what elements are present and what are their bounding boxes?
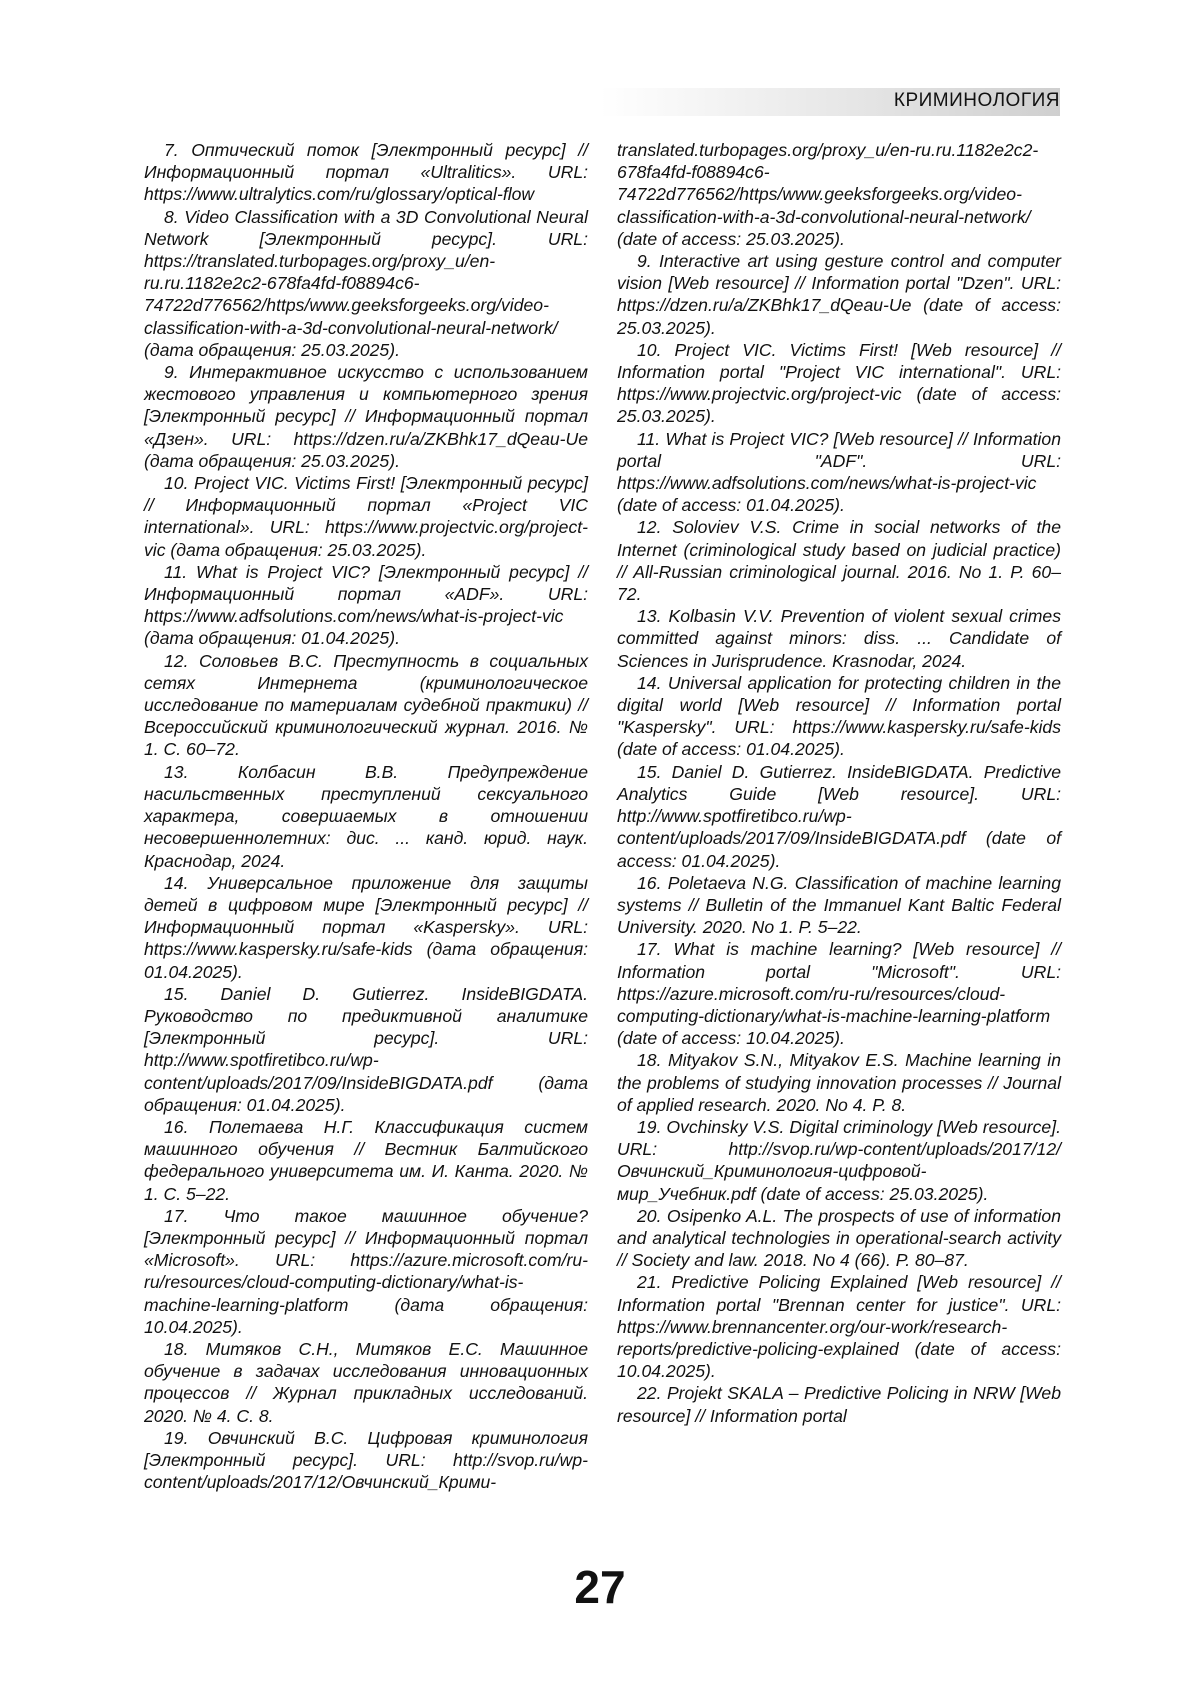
reference-entry: 22. Projekt SKALA – Predictive Policing in NRW [Web resource] // Information portal [617,1382,1061,1426]
reference-entry: 10. Project VIC. Victims First! [Web resource] // Information portal "Project VIC international". URL: https://www.projectvic.org/project-vic (date of access: 25.03.2025). [617,339,1061,428]
reference-entry: 12. Soloviev V.S. Crime in social networks of the Internet (criminological study based on judicial practice) // All-Russian criminological journal. 2016. No 1. P. 60–72. [617,516,1061,605]
reference-entry: 14. Universal application for protecting children in the digital world [Web resource] // Information portal "Kaspersky". URL: https://www.kaspersky.ru/safe-kids (date of access: 01.04.2025). [617,672,1061,761]
reference-entry: 7. Оптический поток [Электронный ресурс] // Информационный портал «Ultralitics». URL: https://www.ultralytics.com/ru/glossary/optical-flow [144,139,588,206]
reference-entry: 17. What is machine learning? [Web resource] // Information portal "Microsoft". URL: https://azure.microsoft.com/ru-ru/resources/cloud-computing-dictionary/what-is-machine-learning-platform (date of access: 10.04.2025). [617,938,1061,1049]
reference-entry: 21. Predictive Policing Explained [Web resource] // Information portal "Brennan center for justice". URL: https://www.brennancenter.org/our-work/research-reports/predictive-policing-explained (date of access: 10.04.2025). [617,1271,1061,1382]
reference-entry: 15. Daniel D. Gutierrez. InsideBIGDATA. Руководство по предиктивной аналитике [Электронный ресурс]. URL: http://www.spotfiretibco.ru/wp-content/uploads/2017/09/InsideBIGDATA.pdf (дата обращения: 01.04.2025). [144,983,588,1116]
reference-entry: 20. Osipenko A.L. The prospects of use of information and analytical technologies in operational-search activity // Society and law. 2018. No 4 (66). P. 80–87. [617,1205,1061,1272]
reference-entry: 19. Овчинский В.С. Цифровая криминология [Электронный ресурс]. URL: http://svop.ru/wp-content/uploads/2017/12/Овчинский_Крими- [144,1427,588,1494]
reference-entry: 11. What is Project VIC? [Электронный ресурс] // Информационный портал «ADF». URL: https://www.adfsolutions.com/news/what-is-project-vic (дата обращения: 01.04.2025). [144,561,588,650]
left-column [144,139,588,1493]
reference-entry: 16. Poletaeva N.G. Classification of machine learning systems // Bulletin of the Immanuel Kant Baltic Federal University. 2020. No 1. P. 5–22. [617,872,1061,939]
reference-entry: 12. Соловьев В.С. Преступность в социальных сетях Интернета (криминологическое исследование по материалам судебной практики) // Всероссийский криминологический журнал. 2016. № 1. С. 60–72. [144,650,588,761]
reference-entry: 13. Kolbasin V.V. Prevention of violent sexual crimes committed against minors: diss. ... Candidate of Sciences in Jurisprudence. Krasnodar, 2024. [617,605,1061,672]
reference-entry: 17. Что такое машинное обучение? [Электронный ресурс] // Информационный портал «Microsoft». URL: https://azure.microsoft.com/ru-ru/resources/cloud-computing-dictionary/what-is-machine-learning-platform (дата обращения: 10.04.2025). [144,1205,588,1338]
reference-entry: 18. Митяков С.Н., Митяков Е.С. Машинное обучение в задачах исследования инновационных процессов // Журнал прикладных исследований. 2020. № 4. С. 8. [144,1338,588,1427]
reference-entry: 13. Колбасин В.В. Предупреждение насильственных преступлений сексуального характера, совершаемых в отношении несовершеннолетних: дис. ... канд. юрид. наук. Краснодар, 2024. [144,761,588,872]
reference-entry: 9. Interactive art using gesture control and computer vision [Web resource] // Information portal "Dzen". URL: https://dzen.ru/a/ZKBhk17_dQeau-Ue (date of access: 25.03.2025). [617,250,1061,339]
reference-entry: 19. Ovchinsky V.S. Digital criminology [Web resource]. URL: http://svop.ru/wp-content/uploads/2017/12/Овчинский_Криминология-цифровой-мир_Учебник.pdf (date of access: 25.03.2025). [617,1116,1061,1205]
reference-entry: 10. Project VIC. Victims First! [Электронный ресурс] // Информационный портал «Project VIC international». URL: https://www.projectvic.org/project-vic (дата обращения: 25.03.2025). [144,472,588,561]
reference-entry: 11. What is Project VIC? [Web resource] // Information portal "ADF". URL: https://www.adfsolutions.com/news/what-is-project-vic (date of access: 01.04.2025). [617,428,1061,517]
right-column [617,139,1061,1427]
reference-entry: 16. Полетаева Н.Г. Классификация систем машинного обучения // Вестник Балтийского федерального университета им. И. Канта. 2020. № 1. С. 5–22. [144,1116,588,1205]
reference-continuation: translated.turbopages.org/proxy_u/en-ru.ru.1182e2c2-678fa4fd-f08894c6-74722d776562/https/www.geeksforgeeks.org/video-classification-with-a-3d-convolutional-neural-network/ (date of access: 25.03.2025). [617,139,1061,250]
reference-entry: 15. Daniel D. Gutierrez. InsideBIGDATA. Predictive Analytics Guide [Web resource]. URL: http://www.spotfiretibco.ru/wp-content/uploads/2017/09/InsideBIGDATA.pdf (date of access: 01.04.2025). [617,761,1061,872]
reference-entry: 18. Mityakov S.N., Mityakov E.S. Machine learning in the problems of studying innovation processes // Journal of applied research. 2020. No 4. P. 8. [617,1049,1061,1116]
section-title: КРИМИНОЛОГИЯ [894,90,1060,112]
reference-entry: 14. Универсальное приложение для защиты детей в цифровом мире [Электронный ресурс] // Информационный портал «Kaspersky». URL: https://www.kaspersky.ru/safe-kids (дата обращения: 01.04.2025). [144,872,588,983]
reference-entry: 9. Интерактивное искусство с использованием жестового управления и компьютерного зрения [Электронный ресурс] // Информационный портал «Дзен». URL: https://dzen.ru/a/ZKBhk17_dQeau-Ue (дата обращения: 25.03.2025). [144,361,588,472]
page-number: 27 [0,1560,1200,1614]
reference-entry: 8. Video Classification with a 3D Convolutional Neural Network [Электронный ресурс]. URL: https://translated.turbopages.org/proxy_u/en-ru.ru.1182e2c2-678fa4fd-f08894c6-74722d776562/https/www.geeksforgeeks.org/video-classification-with-a-3d-convolutional-neural-network/ (дата обращения: 25.03.2025). [144,206,588,361]
